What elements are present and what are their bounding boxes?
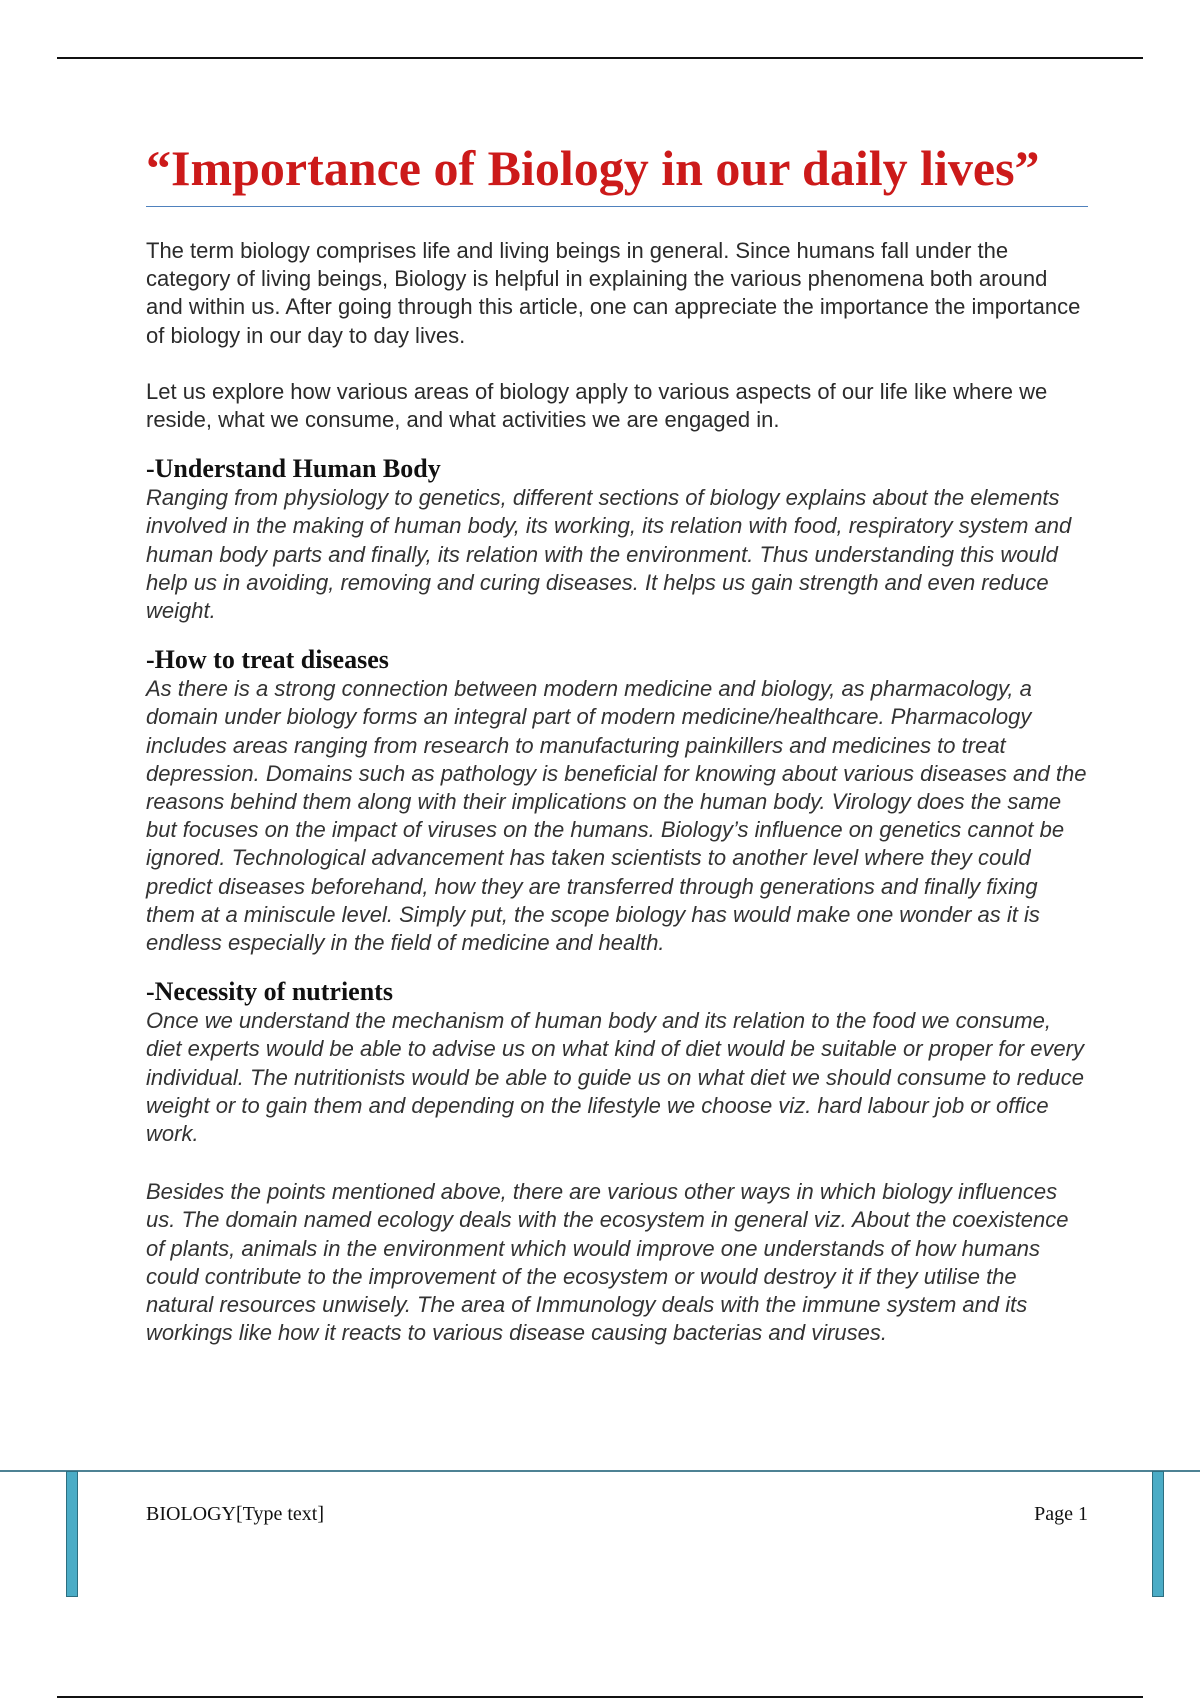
top-rule — [57, 57, 1143, 59]
intro-block — [146, 237, 1088, 434]
section-body: As there is a strong connection between modern medicine and biology, as pharmacology, a domain under biology forms an integral part of modern medicine/healthcare. Pharmacology includes areas ranging from research to manufacturing painkillers and medicines to treat depression. Domains such as pathology is beneficial for knowing about various diseases and the reasons behind them along with their implications on the human body. Virology does the same but focuses on the impact of viruses on the humans. Biology’s influence on genetics cannot be ignored. Technological advancement has taken scientists to another level where they could predict diseases beforehand, how they are transferred through generations and finally fixing them at a miniscule level. Simply put, the scope biology has would make one wonder as it is endless especially in the field of medicine and health. — [146, 676, 1087, 956]
page-number: Page 1 — [1034, 1503, 1088, 1525]
closing-block — [146, 1178, 1088, 1347]
section-human-body — [146, 454, 1088, 625]
footer-rule — [0, 1470, 1200, 1472]
section-heading: -How to treat diseases — [146, 645, 389, 675]
section-body: Ranging from physiology to genetics, different sections of biology explains about the elements involved in the making of human body, its working, its relation with food, respiratory system and human body parts and finally, its relation with the environment. Thus understanding this would help us in avoiding, removing and curing diseases. It helps us gain strength and even reduce weight. — [146, 485, 1072, 624]
section-body: Once we understand the mechanism of human body and its relation to the food we consume, diet experts would be able to advise us on what kind of diet would be suitable or proper for every individual. The nutritionists would be able to guide us on what diet we should consume to reduce weight or to gain them and depending on the lifestyle we choose viz. hard labour job or office work. — [146, 1008, 1085, 1147]
section-nutrients — [146, 977, 1088, 1148]
footer-left-bar — [66, 1471, 78, 1597]
footer-header-text: BIOLOGY[Type text] — [146, 1503, 324, 1525]
section-heading: -Understand Human Body — [146, 454, 441, 484]
bottom-rule — [57, 1696, 1143, 1698]
intro-paragraph-2: Let us explore how various areas of biology apply to various aspects of our life like where we reside, what we consume, and what activities we are engaged in. — [146, 378, 1048, 433]
intro-paragraph-1: The term biology comprises life and living beings in general. Since humans fall under the category of living beings, Biology is helpful in explaining the various phenomena both around and within us. After going through this article, one can appreciate the importance the importance of biology in our day to day lives. — [146, 238, 1081, 348]
section-treat-diseases — [146, 645, 1088, 957]
closing-paragraph: Besides the points mentioned above, there are various other ways in which biology influences us. The domain named ecology deals with the ecosystem in general viz. About the coexistence of plants, animals in the environment which would improve one understands of how humans could contribute to the improvement of the ecosystem or would destroy it if they utilise the natural resources unwisely. The area of Immunology deals with the immune system and its workings like how it reacts to various disease causing bacterias and viruses. — [146, 1179, 1069, 1346]
document-body — [146, 138, 1088, 1348]
document-title: “Importance of Biology in our daily lives” — [146, 138, 1088, 207]
section-heading: -Necessity of nutrients — [146, 977, 393, 1007]
footer-right-bar — [1152, 1471, 1164, 1597]
